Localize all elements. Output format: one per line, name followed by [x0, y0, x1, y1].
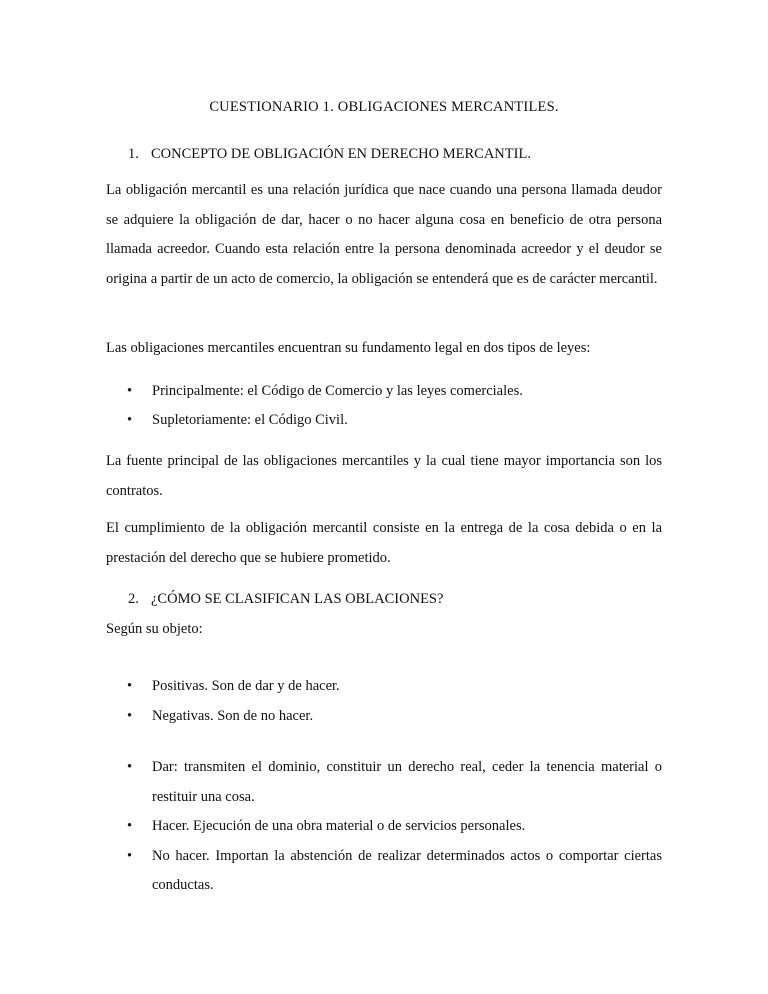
section-title: CONCEPTO DE OBLIGACIÓN EN DERECHO MERCANTIL. — [151, 146, 531, 162]
list-item — [0, 671, 662, 701]
list-item — [0, 701, 662, 731]
list-item — [0, 812, 662, 842]
list-item-text: Hacer. Ejecución de una obra material o de servicios personales. — [152, 818, 526, 834]
bullet-icon: • — [127, 383, 133, 399]
list-item — [0, 377, 662, 406]
bullet-list-definitions — [0, 753, 768, 901]
list-item-text: No hacer. Importan la abstención de realizar determinados actos o comportar ciertas conductas. — [152, 847, 662, 893]
list-item — [0, 753, 662, 812]
paragraph-definition: La obligación mercantil es una relación jurídica que nace cuando una persona llamada deudor se adquiere la obligación de dar, hacer o no hacer alguna cosa en beneficio de otra persona llamada acreedor. Cuando esta relación entre la persona denominada acreedor y el deudor se origina a partir de un acto de comercio, la obligación se entenderá que es de carácter mercantil. — [106, 182, 662, 287]
bullet-icon: • — [127, 847, 133, 864]
list-item-text: Principalmente: el Código de Comercio y las leyes comerciales. — [152, 383, 523, 399]
paragraph-main-source: La fuente principal de las obligaciones mercantiles y la cual tiene mayor importancia son los contratos. — [106, 453, 662, 499]
list-item-text: Supletoriamente: el Código Civil. — [152, 412, 348, 428]
bullet-icon: • — [127, 708, 133, 724]
document-title: CUESTIONARIO 1. OBLIGACIONES MERCANTILES. — [209, 99, 559, 115]
bullet-list-laws — [0, 377, 768, 435]
list-item-text: Negativas. Son de no hacer. — [152, 708, 314, 724]
section-number: 2. — [128, 591, 139, 607]
list-item — [0, 406, 662, 435]
paragraph-by-object: Según su objeto: — [106, 621, 203, 637]
paragraph-fulfillment: El cumplimiento de la obligación mercantil consiste en la entrega de la cosa debida o en la prestación del derecho que se hubiere prometido. — [106, 520, 662, 566]
bullet-icon: • — [127, 818, 133, 834]
paragraph-legal-basis: Las obligaciones mercantiles encuentran su fundamento legal en dos tipos de leyes: — [106, 340, 591, 356]
bullet-icon: • — [127, 759, 133, 775]
bullet-list-object-types — [0, 671, 768, 731]
bullet-icon: • — [127, 678, 133, 694]
list-item — [0, 842, 662, 901]
section-number: 1. — [128, 146, 139, 162]
list-item-text: Dar: transmiten el dominio, constituir un derecho real, ceder la tenencia material o restituir una cosa. — [152, 759, 662, 805]
bullet-icon: • — [127, 412, 133, 428]
section-title: ¿CÓMO SE CLASIFICAN LAS OBLACIONES? — [151, 591, 444, 607]
list-item-text: Positivas. Son de dar y de hacer. — [152, 678, 340, 694]
